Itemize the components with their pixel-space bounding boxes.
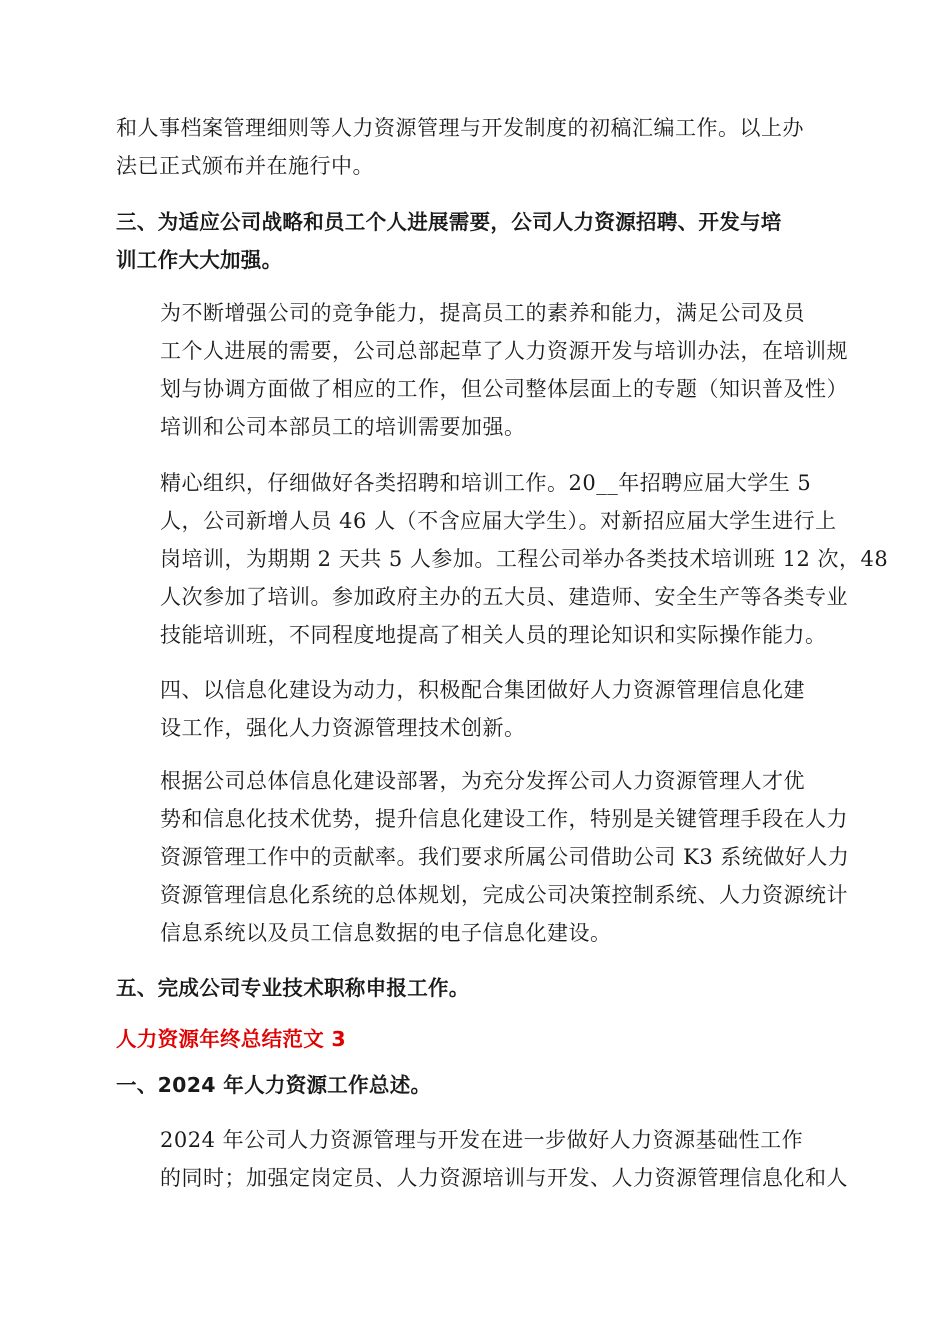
heading-line: 训工作大大加强。 [116, 248, 283, 272]
text-line: 信息系统以及员工信息数据的电子信息化建设。 [160, 921, 612, 945]
text-line: 2024 年公司人力资源管理与开发在进一步做好人力资源基础性工作 [160, 1128, 804, 1152]
text-line: 的同时；加强定岗定员、人力资源培训与开发、人力资源管理信息化和人 [160, 1166, 848, 1190]
text-line: 资源管理工作中的贡献率。我们要求所属公司借助公司 K3 系统做好人力 [160, 845, 850, 869]
text-line: 四、以信息化建设为动力，积极配合集团做好人力资源管理信息化建 [160, 678, 805, 702]
text-line: 划与协调方面做了相应的工作，但公司整体层面上的专题（知识普及性） [160, 377, 848, 401]
text-line: 人，公司新增人员 46 人（不含应届大学生）。对新招应届大学生进行上 [160, 509, 837, 533]
heading-line: 三、为适应公司战略和员工个人进展需要，公司人力资源招聘、开发与培 [116, 210, 782, 234]
text-line: 岗培训，为期期 2 天共 5 人参加。工程公司举办各类技术培训班 12 次，48 [160, 547, 889, 571]
heading-line: 人力资源年终总结范文 3 [116, 1027, 347, 1051]
paragraph-training-intro [116, 294, 848, 446]
section-heading-3 [116, 203, 836, 279]
text-line: 设工作，强化人力资源管理技术创新。 [160, 716, 526, 740]
text-line: 培训和公司本部员工的培训需要加强。 [160, 415, 526, 439]
heading-line: 五、完成公司专业技术职称申报工作。 [116, 976, 470, 1000]
text-line: 为不断增强公司的竞争能力，提高员工的素养和能力，满足公司及员 [160, 301, 805, 325]
text-line: 法已正式颁布并在施行中。 [116, 154, 374, 178]
heading-line: 一、2024 年人力资源工作总述。 [116, 1073, 432, 1097]
text-line: 势和信息化技术优势，提升信息化建设工作，特别是关键管理手段在人力 [160, 807, 848, 831]
paragraph-section-4 [116, 671, 836, 747]
text-line: 技能培训班，不同程度地提高了相关人员的理论知识和实际操作能力。 [160, 623, 827, 647]
overview-heading [116, 1066, 836, 1104]
paragraph-continued [116, 109, 836, 185]
text-line: 人次参加了培训。参加政府主办的五大员、建造师、安全生产等各类专业 [160, 585, 848, 609]
text-line: 工个人进展的需要，公司总部起草了人力资源开发与培训办法，在培训规 [160, 339, 848, 363]
text-line: 资源管理信息化系统的总体规划，完成公司决策控制系统、人力资源统计 [160, 883, 848, 907]
paragraph-overview [116, 1121, 848, 1197]
section-heading-5 [116, 969, 836, 1007]
paragraph-informatization [116, 762, 850, 952]
text-line: 根据公司总体信息化建设部署，为充分发挥公司人力资源管理人才优 [160, 769, 805, 793]
text-line: 和人事档案管理细则等人力资源管理与开发制度的初稿汇编工作。以上办 [116, 116, 804, 140]
text-line: 精心组织，仔细做好各类招聘和培训工作。20__年招聘应届大学生 5 [160, 471, 812, 495]
sample-title-3 [116, 1020, 836, 1058]
paragraph-recruitment [116, 464, 889, 654]
